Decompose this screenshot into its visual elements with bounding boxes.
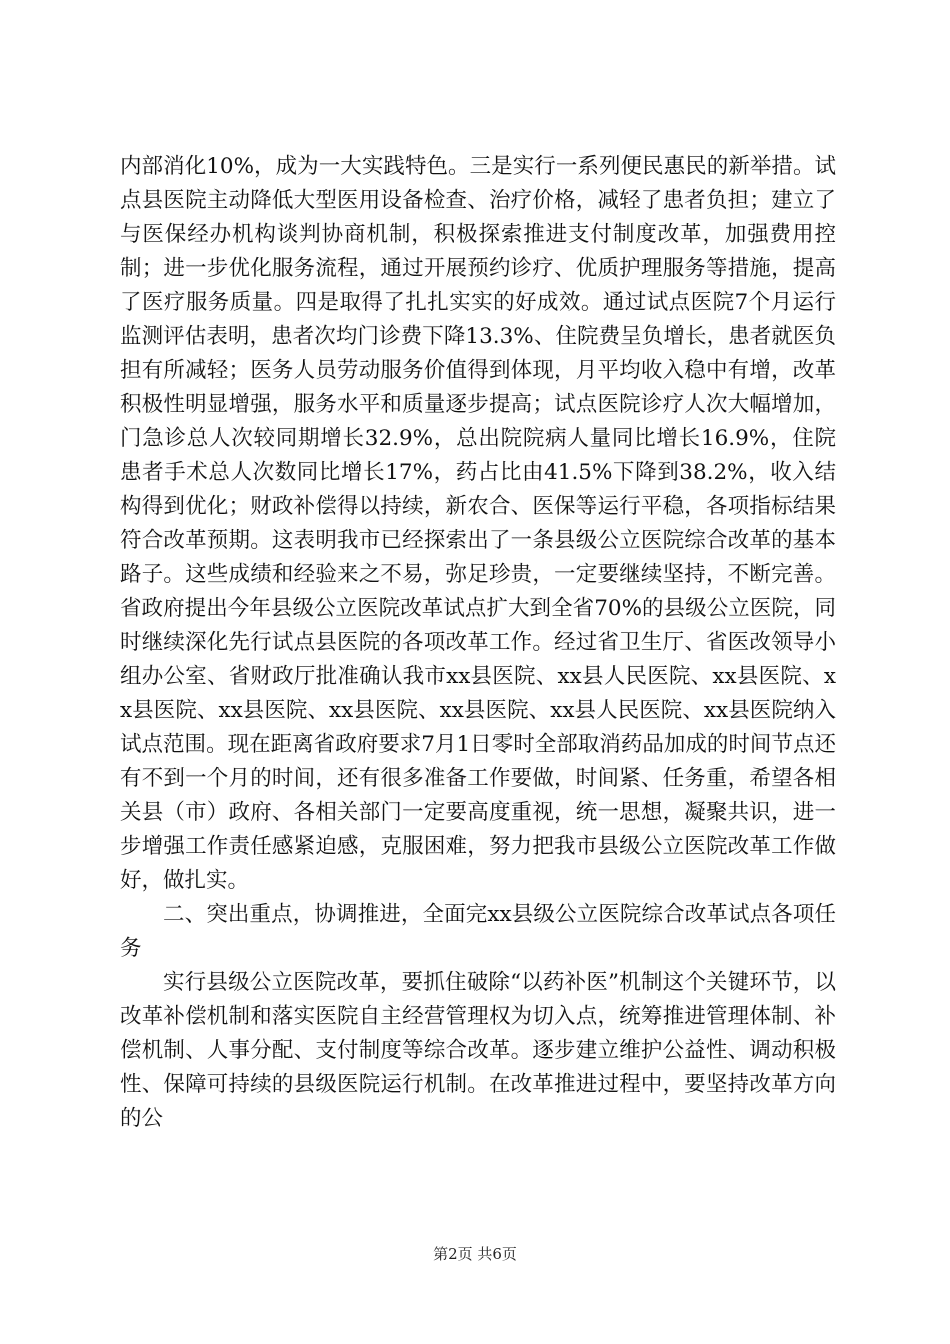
section-heading: 二、突出重点，协调推进，全面完xx县级公立医院综合改革试点各项任务: [120, 902, 836, 961]
page-footer: 第2页 共6页: [433, 1245, 517, 1263]
body-paragraph: 实行县级公立医院改革，要抓住破除“以药补医”机制这个关键环节，以改革补偿机制和落实医院自主经营管理权为切入点，统筹推进管理体制、补偿机制、人事分配、支付制度等综合改革。逐步建立维护公益性、调动积极性、保障可持续的县级医院运行机制。在改革推进过程中，要坚持改革方向的公: [120, 970, 836, 1131]
body-paragraph-continued: 内部消化10%，成为一大实践特色。三是实行一系列便民惠民的新举措。试点县医院主动降低大型医用设备检查、治疗价格，减轻了患者负担；建立了与医保经办机构谈判协商机制，积极探索推进支付制度改革，加强费用控制；进一步优化服务流程，通过开展预约诊疗、优质护理服务等措施，提高了医疗服务质量。四是取得了扎扎实实的好成效。通过试点医院7个月运行监测评估表明，患者次均门诊费下降13.3%、住院费呈负增长，患者就医负担有所减轻；医务人员劳动服务价值得到体现，月平均收入稳中有增，改革积极性明显增强，服务水平和质量逐步提高；试点医院诊疗人次大幅增加，门急诊总人次较同期增长32.9%，总出院院病人量同比增长16.9%，住院患者手术总人次数同比增长17%，药占比由41.5%下降到38.2%，收入结构得到优化；财政补偿得以持续，新农合、医保等运行平稳，各项指标结果符合改革预期。这表明我市已经探索出了一条县级公立医院综合改革的基本路子。这些成绩和经验来之不易，弥足珍贵，一定要继续坚持，不断完善。省政府提出今年县级公立医院改革试点扩大到全省70%的县级公立医院，同时继续深化先行试点县医院的各项改革工作。经过省卫生厅、省医改领导小组办公室、省财政厅批准确认我市xx县医院、xx县人民医院、xx县医院、xx县医院、xx县医院、xx县医院、xx县医院、xx县人民医院、xx县医院纳入试点范围。现在距离省政府要求7月1日零时全部取消药品加成的时间节点还有不到一个月的时间，还有很多准备工作要做，时间紧、任务重，希望各相关县（市）政府、各相关部门一定要高度重视，统一思想，凝聚共识，进一步增强工作责任感紧迫感，克服困难，努力把我市县级公立医院改革工作做好，做扎实。: [120, 154, 836, 893]
document-body: [120, 150, 836, 1136]
